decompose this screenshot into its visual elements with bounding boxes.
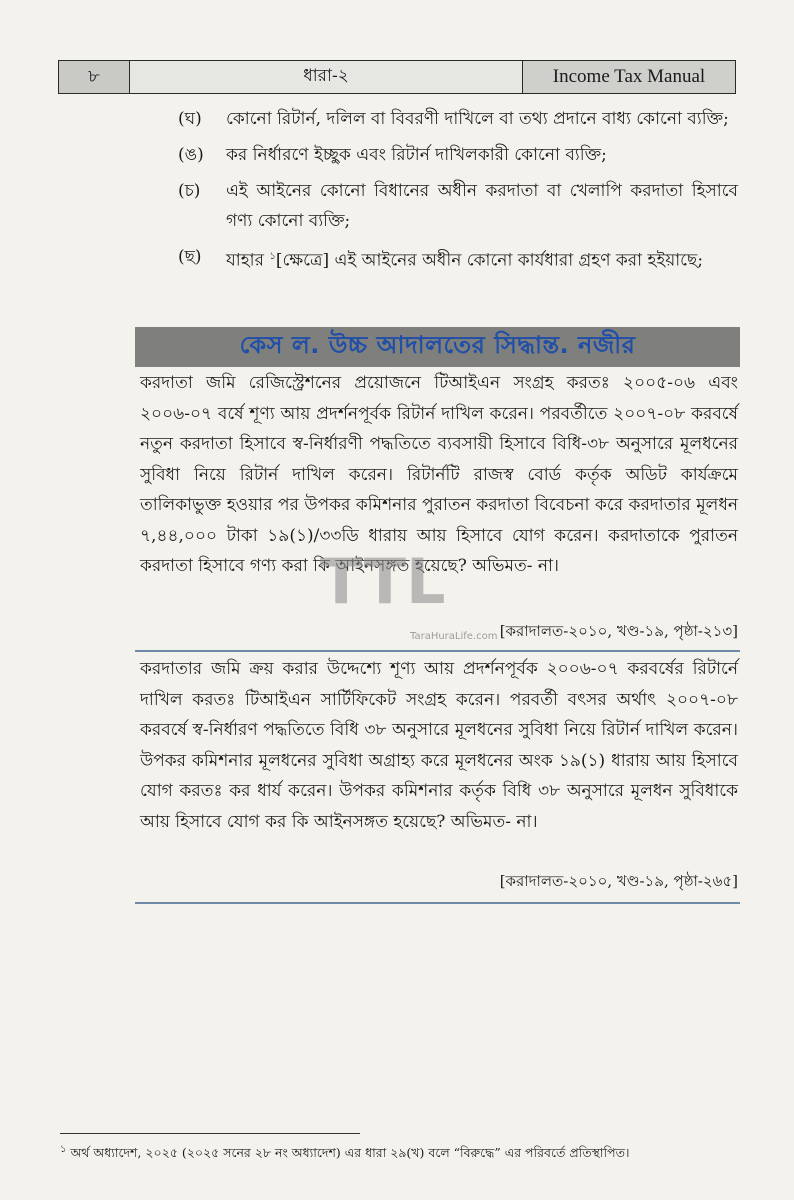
clause-item xyxy=(178,242,738,276)
clause-item xyxy=(178,140,738,170)
case-paragraph: করদাতা জমি রেজিস্ট্রেশনের প্রয়োজনে টিআইএন সংগ্রহ করতঃ ২০০৫-০৬ এবং ২০০৬-০৭ বর্ষে শূণ্য আয় প্রদর্শনপূর্বক রিটার্ন দাখিল করেন। পরবর্তীতে ২০০৭-০৮ করবর্ষে নতুন করদাতা হিসাবে স্ব-নির্ধারণী পদ্ধতিতে ব্যবসায়ী হিসাবে বিধি-৩৮ অনুসারে মূলধনের সুবিধা নিয়ে রিটার্ন দাখিল করেন। রিটার্নটি রাজস্ব বোর্ড কর্তৃক অডিট কার্যক্রমে তালিকাভুক্ত হওয়ার পর উপকর কমিশনার পুরাতন করদাতা বিবেচনা করে করদাতার মূলধন ৭,৪৪,০০০ টাকা ১৯(১)/৩৩ডি ধারায় আয় হিসাবে যোগ করেন। করদাতাকে পুরাতন করদাতা হিসাবে গণ্য করা কি আইনসঙ্গত হয়েছে? অভিমত- না। xyxy=(140,373,738,576)
clause-text: কোনো রিটার্ন, দলিল বা বিবরণী দাখিলে বা তথ্য প্রদানে বাধ্য কোনো ব্যক্তি; xyxy=(226,109,729,129)
divider xyxy=(135,902,740,904)
case-law-banner xyxy=(135,327,740,367)
footnote-text: অর্থ অধ্যাদেশ, ২০২৫ (২০২৫ সনের ২৮ নং অধ্যাদেশ) এর ধারা ২৯(খ) বলে “বিরুদ্ধে” এর পরিবর্তে প্রতিস্থাপিত। xyxy=(66,1145,630,1161)
page-number: ৮ xyxy=(59,61,130,93)
clause-text-after: [ক্ষেত্রে] এই আইনের অধীন কোনো কার্যধারা গ্রহণ করা হইয়াছে; xyxy=(275,250,704,271)
watermark-logo: TTL xyxy=(320,545,446,618)
footnote-reference[interactable]: ১ xyxy=(269,251,276,262)
clause-marker: (ঘ) xyxy=(178,109,202,129)
watermark xyxy=(300,545,500,655)
case-citation: [করাদালত-২০১০, খণ্ড-১৯, পৃষ্ঠা-২৬৫] xyxy=(499,872,738,890)
case-paragraph: করদাতার জমি ক্রয় করার উদ্দেশ্যে শূণ্য আয় প্রদর্শনপূর্বক ২০০৬-০৭ করবর্ষের রিটার্নে দাখিল করতঃ টিআইএন সার্টিফিকেট সংগ্রহ করেন। পরবর্তী বৎসর অর্থাৎ ২০০৭-০৮ করবর্ষে স্ব-নির্ধারণ পদ্ধতিতে বিধি ৩৮ অনুসারে মূলধনের সুবিধা নিয়ে রিটার্ন দাখিল করেন। উপকর কমিশনার মূলধনের সুবিধা অগ্রাহ্য করে মূলধনের অংক ১৯(১) ধারায় আয় হিসাবে যোগ করতঃ কর ধার্য করেন। উপকর কমিশনার কর্তৃক বিধি ৩৮ অনুসারে মূলধন সুবিধাকে আয় হিসাবে যোগ কর কি আইনসঙ্গত হয়েছে? অভিমত- না। xyxy=(140,659,738,832)
running-header xyxy=(58,60,736,94)
watermark-site: TaraHuraLife.com xyxy=(410,631,498,642)
book-title: Income Tax Manual xyxy=(522,61,735,93)
footnote-number: ১ xyxy=(60,1144,67,1155)
clause-marker: (ঙ) xyxy=(178,145,204,165)
clause-text: কর নির্ধারণে ইচ্ছুক এবং রিটার্ন দাখিলকারী কোনো ব্যক্তি; xyxy=(226,145,607,165)
clause-text xyxy=(226,242,738,276)
footnote xyxy=(60,1140,750,1163)
case-citation: [করাদালত-২০১০, খণ্ড-১৯, পৃষ্ঠা-২১৩] xyxy=(499,622,738,640)
section-label: ধারা-২ xyxy=(130,61,522,93)
footnote-divider xyxy=(60,1133,360,1134)
clause-text-before: যাহার xyxy=(226,250,270,271)
clause-item xyxy=(178,176,738,236)
clause-item xyxy=(178,104,738,134)
clause-text: এই আইনের কোনো বিধানের অধীন করদাতা বা খেলাপি করদাতা হিসাবে গণ্য কোনো ব্যক্তি; xyxy=(226,181,738,231)
clause-marker: (ছ) xyxy=(178,247,202,267)
clause-marker: (চ) xyxy=(178,181,201,201)
banner-title: কেস ল. উচ্চ আদালতের সিদ্ধান্ত. নজীর xyxy=(239,331,636,359)
clause-list xyxy=(178,104,738,282)
